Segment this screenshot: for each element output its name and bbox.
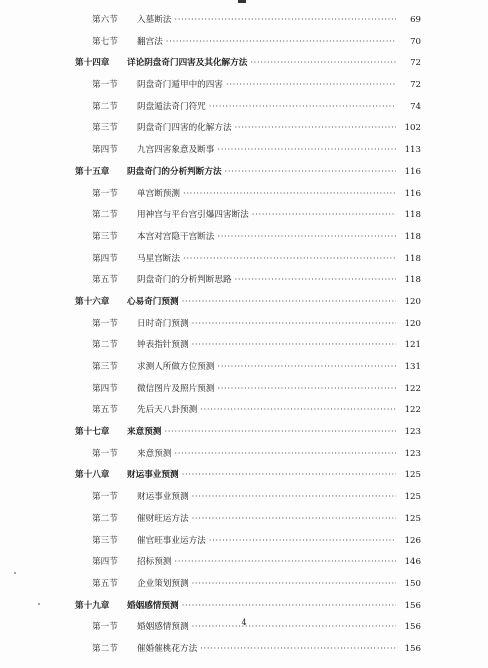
toc-entry-page: 116	[404, 188, 421, 199]
toc-entry-page: 113	[404, 145, 421, 156]
dot-leader	[209, 531, 396, 553]
dot-leader	[226, 75, 396, 97]
toc-entry-number: 第二节	[92, 513, 118, 524]
toc-entry-number: 第五节	[92, 275, 118, 286]
toc-entry-number: 第十六章	[75, 296, 110, 307]
toc-entry-page: 118	[404, 275, 421, 286]
toc-section-row	[75, 249, 421, 271]
toc-entry-title: 阴盘奇门四害的化解方法	[137, 123, 232, 134]
toc-entry-title: 九宫四害象意及断事	[137, 145, 215, 156]
toc-entry-number: 第四节	[92, 145, 118, 156]
toc-entry-page: 72	[410, 80, 421, 91]
toc-entry-title: 心易奇门预测	[127, 296, 179, 307]
toc-chapter-row	[75, 465, 421, 487]
toc-section-row	[75, 639, 421, 661]
toc-section-row	[75, 531, 421, 553]
toc-entry-title: 企业策划预测	[137, 578, 189, 589]
toc-entry-number: 第一节	[92, 622, 118, 633]
toc-entry-number: 第二节	[92, 210, 118, 221]
dot-leader	[164, 422, 396, 444]
toc-section-row	[75, 97, 421, 119]
toc-entry-page: 118	[404, 210, 421, 221]
toc-entry-number: 第三节	[92, 123, 118, 134]
toc-chapter-row	[75, 53, 421, 75]
toc-entry-page: 125	[404, 513, 421, 524]
toc-entry-number: 第一节	[92, 318, 118, 329]
toc-entry-title: 财运事业预测	[127, 470, 179, 481]
toc-entry-title: 入墓断法	[137, 15, 172, 25]
toc-entry-title: 翻宫法	[137, 36, 163, 47]
toc-entry-number: 第十七章	[75, 427, 110, 438]
toc-entry-page: 120	[404, 318, 421, 329]
toc-entry-page: 156	[404, 622, 421, 633]
toc-entry-title: 详论阴盘奇门四害及其化解方法	[127, 58, 248, 69]
dot-leader	[182, 465, 396, 487]
toc-entry-title: 马星宫断法	[137, 253, 180, 264]
toc-entry-page: 146	[404, 557, 421, 568]
toc-section-row	[75, 270, 421, 292]
toc-entry-number: 第四节	[92, 253, 118, 264]
toc-entry-page: 118	[404, 231, 421, 242]
toc-entry-title: 财运事业预测	[137, 492, 189, 503]
toc-section-row	[75, 487, 421, 509]
toc-section-row	[75, 118, 421, 140]
toc-section-row	[75, 509, 421, 531]
toc-entry-title: 催官旺事业运方法	[137, 535, 206, 546]
toc-entry-title: 微信图片及照片预测	[137, 383, 215, 394]
toc-entry-page: 121	[404, 340, 421, 351]
table-of-contents	[75, 10, 421, 661]
toc-entry-number: 第十四章	[75, 58, 110, 69]
toc-entry-title: 催财旺运方法	[137, 513, 189, 524]
toc-section-row	[75, 184, 421, 206]
dot-leader	[252, 205, 396, 227]
toc-chapter-row	[75, 292, 421, 314]
dot-leader	[225, 162, 396, 184]
toc-entry-page: 156	[404, 643, 421, 654]
toc-entry-title: 婚姻感情预测	[127, 600, 179, 611]
toc-section-row	[75, 574, 421, 596]
dot-leader	[192, 509, 396, 531]
toc-entry-number: 第一节	[92, 188, 118, 199]
toc-section-row	[75, 357, 421, 379]
toc-section-row	[75, 335, 421, 357]
toc-entry-number: 第五节	[92, 578, 118, 589]
toc-entry-number: 第二节	[92, 340, 118, 351]
toc-entry-number: 第三节	[92, 362, 118, 372]
dot-leader	[182, 292, 396, 314]
dot-leader	[217, 379, 396, 401]
toc-entry-number: 第十九章	[75, 600, 110, 611]
toc-entry-number: 第一节	[92, 80, 118, 91]
toc-entry-page: 74	[410, 101, 421, 112]
toc-entry-title: 催婚催桃花方法	[137, 643, 198, 654]
toc-entry-page: 102	[404, 123, 421, 134]
toc-entry-title: 阴盘奇门遁甲中的四害	[137, 80, 223, 91]
toc-section-row	[75, 32, 421, 54]
toc-section-row	[75, 379, 421, 401]
toc-entry-page: 150	[404, 578, 421, 589]
dot-leader	[192, 314, 396, 336]
dot-leader	[174, 444, 396, 466]
dot-leader	[174, 10, 396, 32]
toc-entry-page: 123	[404, 427, 421, 438]
toc-entry-title: 招标预测	[137, 557, 172, 568]
toc-entry-title: 婚姻感情预测	[137, 622, 189, 633]
toc-entry-number: 第二节	[92, 101, 118, 112]
toc-entry-number: 第二节	[92, 643, 118, 654]
toc-entry-number: 第十八章	[75, 470, 110, 481]
toc-entry-title: 单宫断预测	[137, 188, 180, 199]
dot-leader	[192, 574, 396, 596]
dot-leader	[217, 227, 396, 249]
scan-speck	[38, 603, 40, 605]
toc-entry-number: 第十五章	[75, 166, 110, 177]
dot-leader	[217, 357, 396, 379]
toc-chapter-row	[75, 422, 421, 444]
scan-speck	[14, 572, 16, 574]
toc-entry-title: 阴盘奇门的分析判断方法	[127, 166, 222, 177]
toc-entry-number: 第五节	[92, 405, 118, 416]
toc-section-row	[75, 400, 421, 422]
toc-entry-number: 第六节	[92, 15, 118, 25]
toc-section-row	[75, 140, 421, 162]
toc-entry-number: 第四节	[92, 557, 118, 568]
toc-entry-title: 用神宫与平台宫引爆四害断法	[137, 210, 249, 221]
dot-leader	[182, 596, 396, 618]
page-number: 4	[241, 618, 247, 627]
toc-entry-page: 70	[410, 36, 421, 47]
toc-entry-title: 阴盘奇门的分析判断思路	[137, 275, 232, 286]
toc-entry-page: 125	[404, 492, 421, 503]
toc-entry-number: 第三节	[92, 231, 118, 242]
toc-section-row	[75, 444, 421, 466]
toc-entry-page: 131	[404, 362, 421, 372]
toc-chapter-row	[75, 596, 421, 618]
toc-section-row	[75, 227, 421, 249]
toc-entry-page: 122	[404, 383, 421, 394]
toc-entry-title: 先后天八卦预测	[137, 405, 198, 416]
toc-entry-page: 116	[404, 166, 421, 177]
toc-entry-title: 阴盘遁法奇门符咒	[137, 101, 206, 112]
dot-leader	[217, 140, 396, 162]
dot-leader	[183, 249, 396, 271]
dot-leader	[166, 32, 396, 54]
toc-section-row	[75, 205, 421, 227]
toc-entry-number: 第一节	[92, 492, 118, 503]
toc-entry-title: 来意预测	[127, 427, 162, 438]
toc-section-row	[75, 552, 421, 574]
toc-entry-title: 日时奇门预测	[137, 318, 189, 329]
dot-leader	[183, 184, 396, 206]
toc-entry-page: 156	[404, 600, 421, 611]
dot-leader	[200, 639, 396, 661]
toc-entry-title: 求测人所做方位预测	[137, 362, 215, 372]
toc-entry-title: 来意预测	[137, 448, 172, 459]
toc-section-row	[75, 10, 421, 32]
dot-leader	[250, 53, 396, 75]
toc-entry-page: 122	[404, 405, 421, 416]
toc-entry-number: 第四节	[92, 383, 118, 394]
toc-entry-page: 126	[404, 535, 421, 546]
toc-chapter-row	[75, 162, 421, 184]
toc-entry-page: 72	[410, 58, 421, 69]
dot-leader	[200, 400, 396, 422]
toc-section-row	[75, 75, 421, 97]
toc-section-row	[75, 314, 421, 336]
toc-entry-page: 69	[410, 15, 421, 25]
dot-leader	[192, 335, 396, 357]
dot-leader	[174, 552, 396, 574]
toc-entry-page: 120	[404, 296, 421, 307]
dot-leader	[209, 97, 396, 119]
toc-entry-number: 第三节	[92, 535, 118, 546]
toc-entry-page: 118	[404, 253, 421, 264]
toc-entry-page: 125	[404, 470, 421, 481]
dot-leader	[235, 270, 396, 292]
toc-entry-page: 123	[404, 448, 421, 459]
toc-entry-number: 第一节	[92, 448, 118, 459]
toc-entry-title: 本宫对宫隐干宫断法	[137, 231, 215, 242]
toc-entry-title: 钟表指针预测	[137, 340, 189, 351]
dot-leader	[192, 487, 396, 509]
toc-entry-number: 第七节	[92, 36, 118, 47]
top-edge-mark	[238, 0, 246, 3]
dot-leader	[235, 118, 396, 140]
